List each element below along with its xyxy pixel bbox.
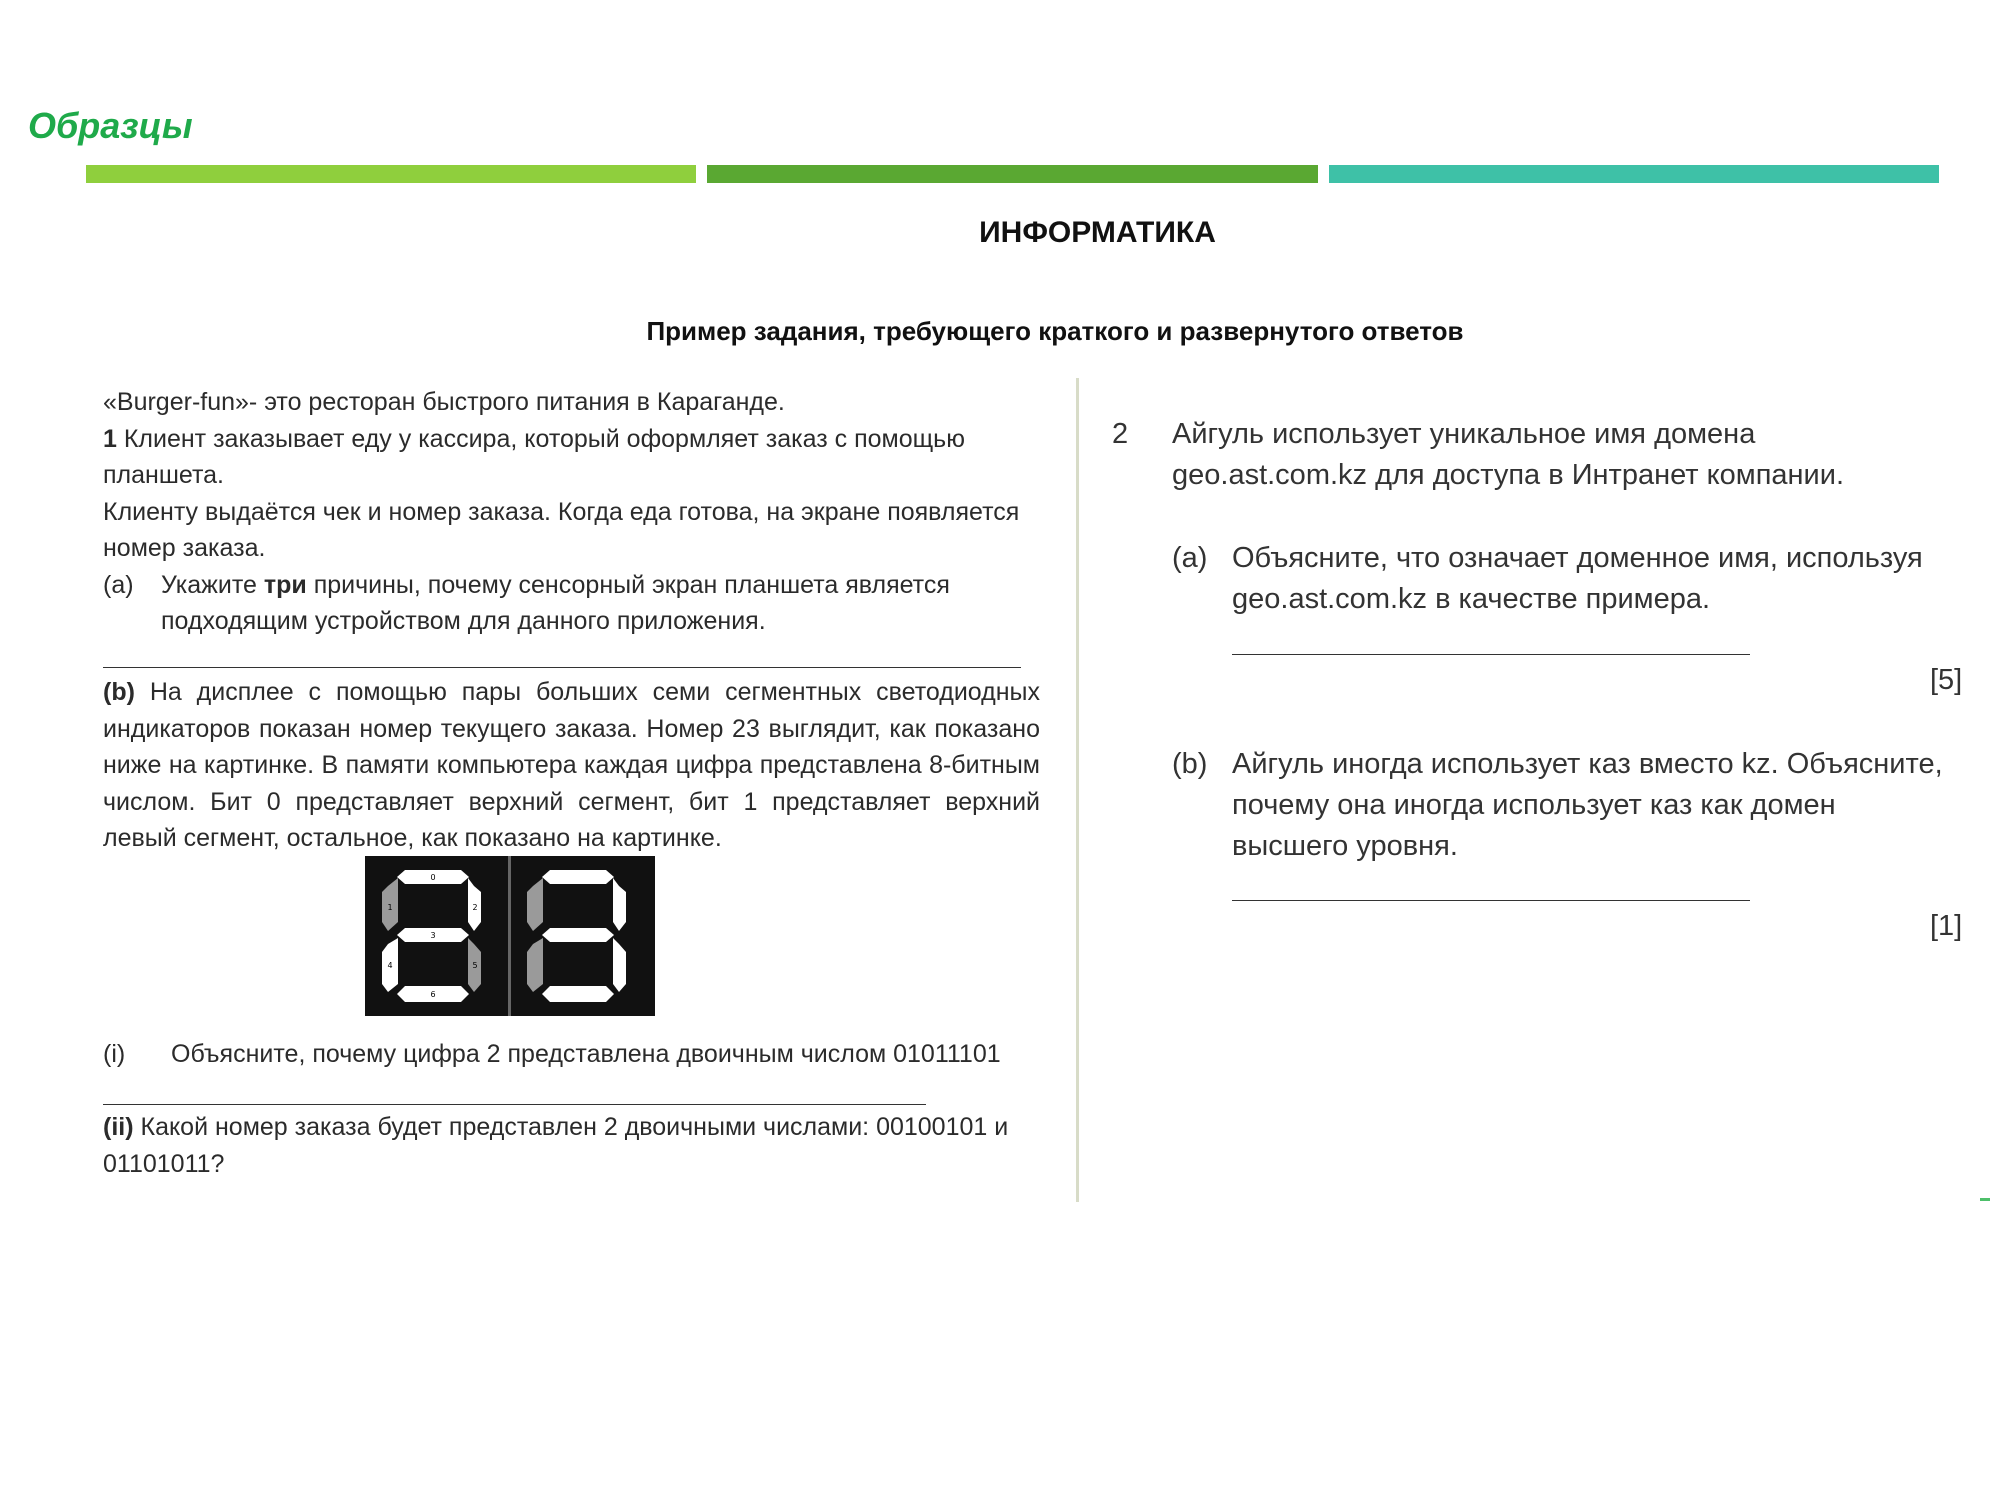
question-1b-ii-marker: (ii) [103,1113,134,1141]
question-1-number: 1 [103,424,117,453]
question-1b-ii-text: Какой номер заказа будет представлен 2 двоичными числами: 00100101 и 01101011? [103,1113,1009,1178]
question-1a-pre: Укажите [161,570,257,599]
accent-bar-lime [86,165,696,183]
question-1b-text: На дисплее с помощью пары больших семи сегментных светодиодных индикаторов показан номер текущего заказа. Номер 23 выглядит, как показано ниже на картинке. В памяти компьютера каждая цифра представлена 8-битным числом. Бит 0 представляет верхний сегмент, бит 1 представляет верхний левый сегмент, остальное, как показано на картинке. [103,678,1041,852]
segment-0 [542,870,614,884]
digit-3 [527,870,626,1002]
segment-label-6: 6 [430,990,436,999]
segment-label-5: 5 [472,961,478,970]
question-1a [103,567,1040,640]
segment-label-2: 2 [472,903,478,912]
segment-label-1: 1 [387,903,393,912]
question-1b-i-marker: (i) [103,1040,126,1068]
segment-4 [527,938,543,992]
answer-line-2a [1232,654,1750,655]
question-1a-text [161,567,1040,640]
segment-label-4: 4 [387,961,393,970]
question-1a-marker: (a) [103,570,134,599]
intro-text: «Burger-fun»- это ресторан быстрого питания в Караганде. [103,388,785,416]
question-1b-i [103,1036,1040,1073]
answer-line-2b [1232,900,1750,901]
accent-bar-teal [1329,165,1939,183]
segment-6 [542,986,614,1002]
accent-bar-green [707,165,1318,183]
segment-5 [613,938,626,992]
question-2a-marker: (a) [1172,542,1208,574]
question-2b-marker: (b) [1172,748,1208,780]
question-1-intro [103,384,1040,640]
segment-3 [542,928,614,942]
answer-line-1a [103,667,1021,668]
question-1b-marker: (b) [103,678,135,706]
question-1b-i-text: Объясните, почему цифра 2 представлена двоичным числом 01011101 [171,1040,1001,1068]
question-1-text-2: Клиенту выдаётся чек и номер заказа. Когда еда готова, на экране появляется номер заказа. [103,497,1020,562]
question-2a-marks: [5] [1930,664,1963,696]
segment-1 [527,878,543,931]
question-1a-post: причины, почему сенсорный экран планшета является подходящим устройством для данного приложения. [161,570,950,635]
corner-mark [1980,1198,1990,1201]
seven-segment-display [365,856,655,1016]
question-1-body: Клиент заказывает еду у кассира, который оформляет заказ с помощью планшета. [103,424,965,489]
segment-label-0: 0 [430,873,436,882]
question-1b-ii [103,1109,1023,1182]
segment-label-3: 3 [430,931,436,940]
answer-line-1b-i [103,1104,926,1105]
question-2-number: 2 [1112,418,1129,450]
question-1a-bold: три [263,570,307,599]
question-2-text: Айгуль использует уникальное имя домена geo.ast.com.kz для доступа в Интранет компании. [1172,418,1844,491]
task-title: Пример задания, требующего краткого и развернутого ответов [646,316,1464,346]
question-1-text [103,421,1040,494]
subject-title: ИНФОРМАТИКА [979,216,1216,249]
segment-2 [613,878,626,931]
seven-segment-digits [365,856,655,1016]
brand-title: Образцы [28,105,193,146]
question-2b-marks: [1] [1930,910,1963,942]
question-2b-text: Айгуль иногда использует каз вместо kz. Объясните, почему она иногда использует каз как домен высшего уровня. [1232,748,1943,862]
question-2a-text: Объясните, что означает доменное имя, используя geo.ast.com.kz в качестве примера. [1232,542,1923,615]
column-divider [1076,378,1079,1202]
question-1b [103,674,1040,857]
